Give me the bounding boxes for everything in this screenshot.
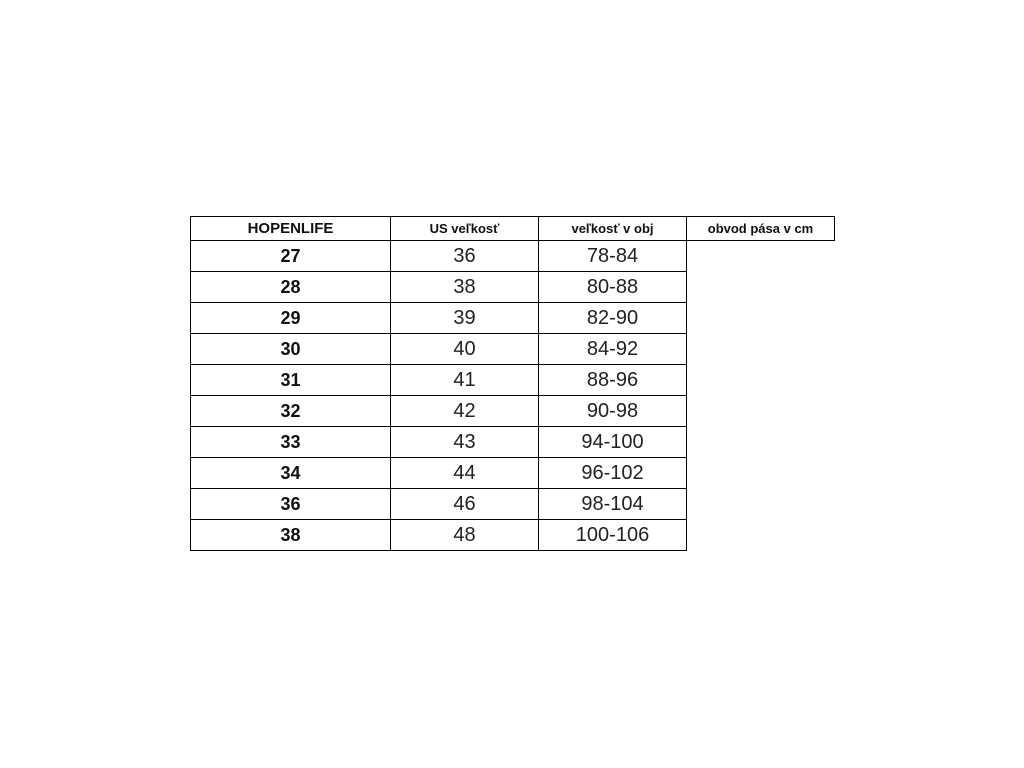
waist-cell: 88-96 <box>539 365 687 396</box>
us-size-cell: 36 <box>191 489 391 520</box>
table-row <box>191 365 835 396</box>
table-row <box>191 272 835 303</box>
order-size-cell: 38 <box>391 272 539 303</box>
waist-cell: 94-100 <box>539 427 687 458</box>
us-size-cell: 29 <box>191 303 391 334</box>
order-size-cell: 36 <box>391 241 539 272</box>
us-size-cell: 33 <box>191 427 391 458</box>
order-size-cell: 43 <box>391 427 539 458</box>
order-size-cell: 40 <box>391 334 539 365</box>
header-order-size: veľkosť v obj <box>539 217 687 241</box>
waist-cell: 90-98 <box>539 396 687 427</box>
order-size-cell: 39 <box>391 303 539 334</box>
waist-cell: 78-84 <box>539 241 687 272</box>
order-size-cell: 44 <box>391 458 539 489</box>
table-row <box>191 241 835 272</box>
waist-cell: 80-88 <box>539 272 687 303</box>
order-size-cell: 42 <box>391 396 539 427</box>
table-row <box>191 489 835 520</box>
table-row <box>191 458 835 489</box>
header-us-size: US veľkosť <box>391 217 539 241</box>
waist-cell: 98-104 <box>539 489 687 520</box>
table-row <box>191 427 835 458</box>
table-row <box>191 396 835 427</box>
header-row <box>191 217 835 241</box>
order-size-cell: 46 <box>391 489 539 520</box>
order-size-cell: 41 <box>391 365 539 396</box>
order-size-cell: 48 <box>391 520 539 551</box>
brand-name: HOPENLIFE <box>191 217 391 241</box>
us-size-cell: 38 <box>191 520 391 551</box>
us-size-cell: 27 <box>191 241 391 272</box>
table-row <box>191 303 835 334</box>
us-size-cell: 28 <box>191 272 391 303</box>
table-row <box>191 334 835 365</box>
us-size-cell: 31 <box>191 365 391 396</box>
waist-cell: 96-102 <box>539 458 687 489</box>
waist-cell: 100-106 <box>539 520 687 551</box>
us-size-cell: 30 <box>191 334 391 365</box>
us-size-cell: 34 <box>191 458 391 489</box>
size-chart-table <box>190 216 835 551</box>
waist-cell: 82-90 <box>539 303 687 334</box>
table-row <box>191 520 835 551</box>
header-waist: obvod pása v cm <box>687 217 835 241</box>
waist-cell: 84-92 <box>539 334 687 365</box>
us-size-cell: 32 <box>191 396 391 427</box>
